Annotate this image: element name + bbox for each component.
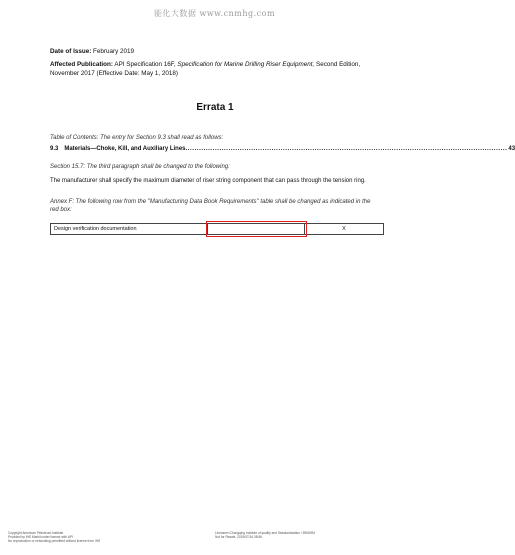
table-row [51,223,384,234]
toc-dots: .............................................................................................................................................. [185,146,508,152]
annex-cell-mark: X [305,223,384,234]
footer-left-line: Copyright American Petroleum Institute [8,531,64,535]
toc-page: 43 [508,146,515,152]
section-text: The manufacturer shall specify the maximum diameter of riser string component that can pass through the tension ring. [50,178,366,184]
toc-entry [50,146,515,152]
footer-right-line: Licensee=Chongqing Institute of quality and Standardization / 5966094 [215,531,316,535]
affected-label: Affected Publication: [50,61,113,68]
watermark: 能化大数据 www.cnmhg.com [153,9,276,18]
issue-label: Date of Issue: [50,48,92,55]
affected-prefix: API Specification 16F, [114,61,176,68]
document-body [50,48,515,235]
section-15-7 [50,164,380,186]
toc-number: 9.3 [50,146,59,152]
footer-left-line: No reproduction or networking permitted without license from IHS [8,539,101,544]
affected-title: Specification for Marine Drilling Riser Equipment, [177,61,315,68]
footer-left [8,531,100,544]
toc-note: Table of Contents: The entry for Section 9.3 shall read as follows: [50,135,224,141]
footer-left-line: Provided by IHS Markit under license with API [8,535,73,540]
footer-right [215,531,315,539]
toc-title: Materials—Choke, Kill, and Auxiliary Lines [64,146,186,152]
footer-right-line: Not for Resale, 2019/07/16 08:56 [215,535,262,540]
errata-title: Errata 1 [196,102,234,113]
section-note: Section 15.7: The third paragraph shall be changed to the following: [50,164,230,170]
issue-value: February 2019 [93,48,135,55]
annex-note: Annex F: The following row from the "Manufacturing Data Book Requirements" table shall be changed as indicated in the red box: [50,198,371,213]
affected-suffix: Second Edition, November 2017 (Effective Date: May 1, 2018) [50,61,361,77]
annex-cell-label: Design verification documentation [51,223,208,234]
affected-publication [50,61,380,78]
red-highlight-box [206,221,307,237]
annex-cell-highlighted [208,223,305,234]
annex-table [50,223,384,235]
issue-date [50,48,380,55]
